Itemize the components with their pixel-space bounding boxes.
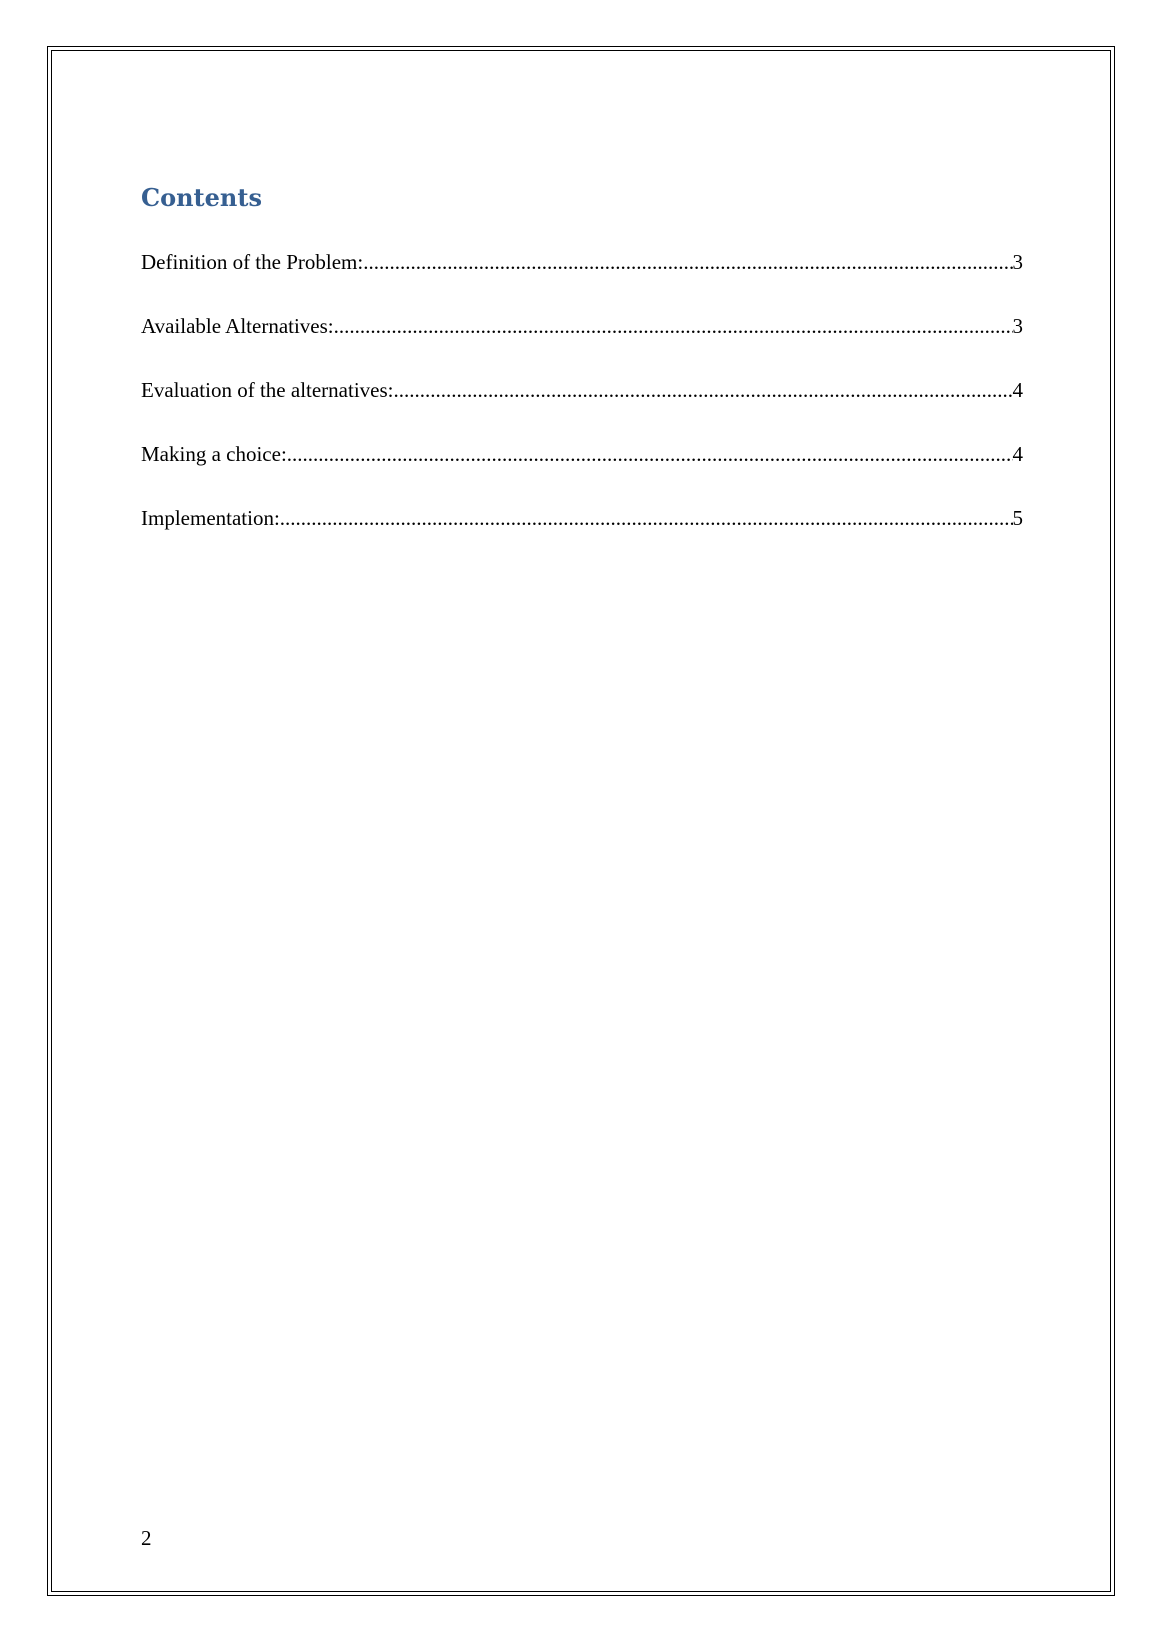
table-of-contents <box>141 252 1023 572</box>
toc-entry-implementation[interactable] <box>141 508 1023 572</box>
toc-entry-page: 4 <box>1012 442 1023 466</box>
toc-entry-page: 3 <box>1012 314 1023 338</box>
toc-dot-leader <box>287 444 1013 465</box>
page-number: 2 <box>141 1526 152 1550</box>
toc-entry-page: 5 <box>1012 506 1023 530</box>
toc-entry-page: 4 <box>1012 378 1023 402</box>
toc-dot-leader <box>334 316 1013 337</box>
toc-entry-page: 3 <box>1012 250 1023 274</box>
toc-entry-title: Implementation: <box>141 506 280 530</box>
toc-entry-title: Available Alternatives: <box>141 314 334 338</box>
toc-entry-making-a-choice[interactable] <box>141 444 1023 508</box>
toc-entry-title: Definition of the Problem: <box>141 250 364 274</box>
toc-entry-available-alternatives[interactable] <box>141 316 1023 380</box>
toc-dot-leader <box>363 252 1012 273</box>
toc-entry-evaluation-of-the-alternatives[interactable] <box>141 380 1023 444</box>
toc-dot-leader <box>394 380 1013 401</box>
toc-entry-title: Making a choice: <box>141 442 287 466</box>
toc-heading: Contents <box>141 183 262 212</box>
toc-entry-title: Evaluation of the alternatives: <box>141 378 394 402</box>
toc-dot-leader <box>280 508 1013 529</box>
toc-entry-definition-of-the-problem[interactable] <box>141 252 1023 316</box>
